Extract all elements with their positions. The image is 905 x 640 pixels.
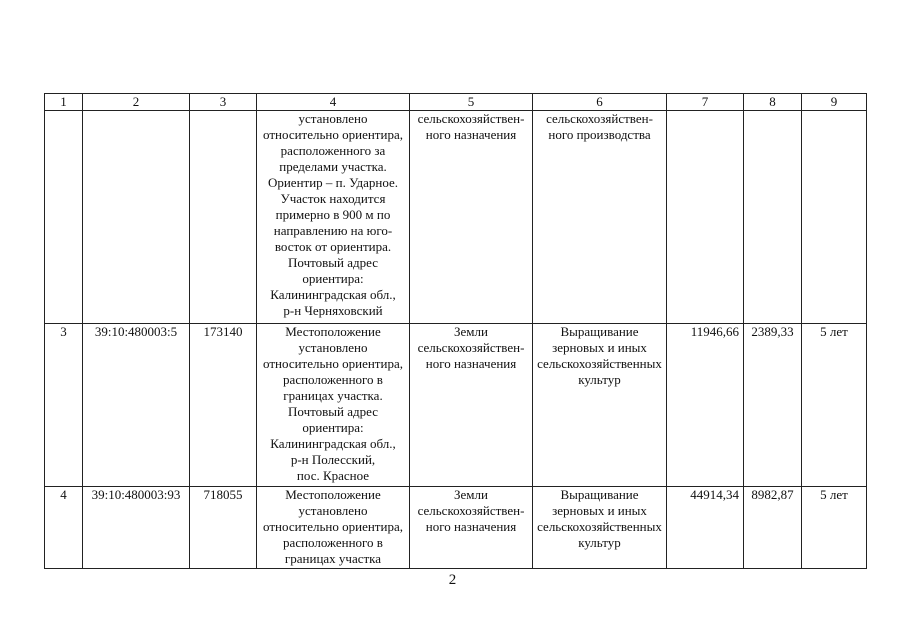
cell-text-line: относительно ориентира, (263, 127, 403, 142)
row-number-cell (45, 111, 83, 324)
permitted-use-cell (533, 111, 667, 324)
cell-text-line: зерновых и иных (552, 340, 647, 355)
cell-text-line: р-н Полесский, (290, 452, 376, 467)
term-cell: 5 лет (802, 324, 867, 487)
cell-text-line: Ориентир – п. Ударное. (267, 175, 399, 190)
cell-text-line: ного назначения (425, 127, 517, 142)
cell-text-line: Местоположение (285, 324, 381, 339)
cell-text-line: примерно в 900 м по (275, 207, 391, 222)
rent-cell: 2389,33 (744, 324, 802, 487)
cell-text-line: Почтовый адрес (288, 404, 378, 419)
cell-text-line: пределами участка. (279, 159, 387, 174)
land-plots-table (44, 93, 867, 569)
cell-text-line: установлено (298, 111, 368, 126)
cell-text-line: Земли (454, 324, 488, 339)
rent-cell: 8982,87 (744, 487, 802, 569)
area-cell (190, 111, 257, 324)
permitted-use-cell (533, 487, 667, 569)
cell-text-line: культур (578, 535, 621, 550)
land-category-cell (410, 487, 533, 569)
cell-text-line: сельскохозяйствен- (417, 503, 525, 518)
cell-text-line: зерновых и иных (552, 503, 647, 518)
cell-text-line: Калининградская обл., (270, 287, 396, 302)
cell-text-line: культур (578, 372, 621, 387)
cell-text-line: Почтовый адрес (288, 255, 378, 270)
cell-text-line: расположенного за (280, 143, 386, 158)
cell-text-line: границах участка (284, 551, 382, 566)
term-cell (802, 111, 867, 324)
cell-text-line: сельскохозяйствен- (417, 340, 525, 355)
column-number: 7 (667, 94, 744, 111)
cell-text-line: направлению на юго- (273, 223, 393, 238)
location-cell (257, 324, 410, 487)
table-row (45, 324, 867, 487)
cadastral-number-cell (83, 111, 190, 324)
cell-text-line: сельскохозяйствен- (546, 111, 653, 126)
row-number-cell: 3 (45, 324, 83, 487)
cell-text-line: ориентира: (302, 420, 364, 435)
location-cell (257, 487, 410, 569)
cell-text-line: относительно ориентира, (263, 356, 403, 371)
cell-text-line: установлено (298, 503, 368, 518)
cell-text-line: Выращивание (560, 324, 639, 339)
column-number-row (45, 94, 867, 111)
page-number: 2 (448, 572, 457, 588)
cell-text-line: пос. Красное (296, 468, 370, 483)
row-number-cell: 4 (45, 487, 83, 569)
cell-text-line: расположенного в (283, 535, 383, 550)
column-number: 3 (190, 94, 257, 111)
land-category-cell (410, 324, 533, 487)
cell-text-line: ного производства (548, 127, 651, 142)
cell-text-line: ного назначения (425, 356, 517, 371)
column-number: 4 (257, 94, 410, 111)
cell-text-line: ного назначения (425, 519, 517, 534)
column-number: 9 (802, 94, 867, 111)
cell-text-line: относительно ориентира, (263, 519, 403, 534)
column-number: 6 (533, 94, 667, 111)
column-number: 2 (83, 94, 190, 111)
cell-text-line: границах участка. (283, 388, 383, 403)
rent-cell (744, 111, 802, 324)
cell-text-line: установлено (298, 340, 368, 355)
cell-text-line: расположенного в (283, 372, 383, 387)
cadastral-number-cell: 39:10:480003:5 (83, 324, 190, 487)
cell-text-line: восток от ориентира. (274, 239, 392, 254)
area-cell: 173140 (190, 324, 257, 487)
permitted-use-cell (533, 324, 667, 487)
land-category-cell (410, 111, 533, 324)
cell-text-line: Местоположение (285, 487, 381, 502)
cell-text-line: Участок находится (280, 191, 386, 206)
location-cell (257, 111, 410, 324)
column-number: 1 (45, 94, 83, 111)
cadastral-number-cell: 39:10:480003:93 (83, 487, 190, 569)
cell-text-line: Калининградская обл., (270, 436, 396, 451)
column-number: 5 (410, 94, 533, 111)
value-cell: 11946,66 (667, 324, 744, 487)
cell-text-line: сельскохозяйственных (537, 356, 662, 371)
table-row (45, 487, 867, 569)
cell-text-line: Выращивание (560, 487, 639, 502)
column-number: 8 (744, 94, 802, 111)
value-cell: 44914,34 (667, 487, 744, 569)
cell-text-line: р-н Черняховский (283, 303, 383, 318)
value-cell (667, 111, 744, 324)
cell-text-line: сельскохозяйствен- (417, 111, 525, 126)
term-cell: 5 лет (802, 487, 867, 569)
cell-text-line: сельскохозяйственных (537, 519, 662, 534)
area-cell: 718055 (190, 487, 257, 569)
cell-text-line: ориентира: (302, 271, 364, 286)
table-row (45, 111, 867, 324)
cell-text-line: Земли (454, 487, 488, 502)
